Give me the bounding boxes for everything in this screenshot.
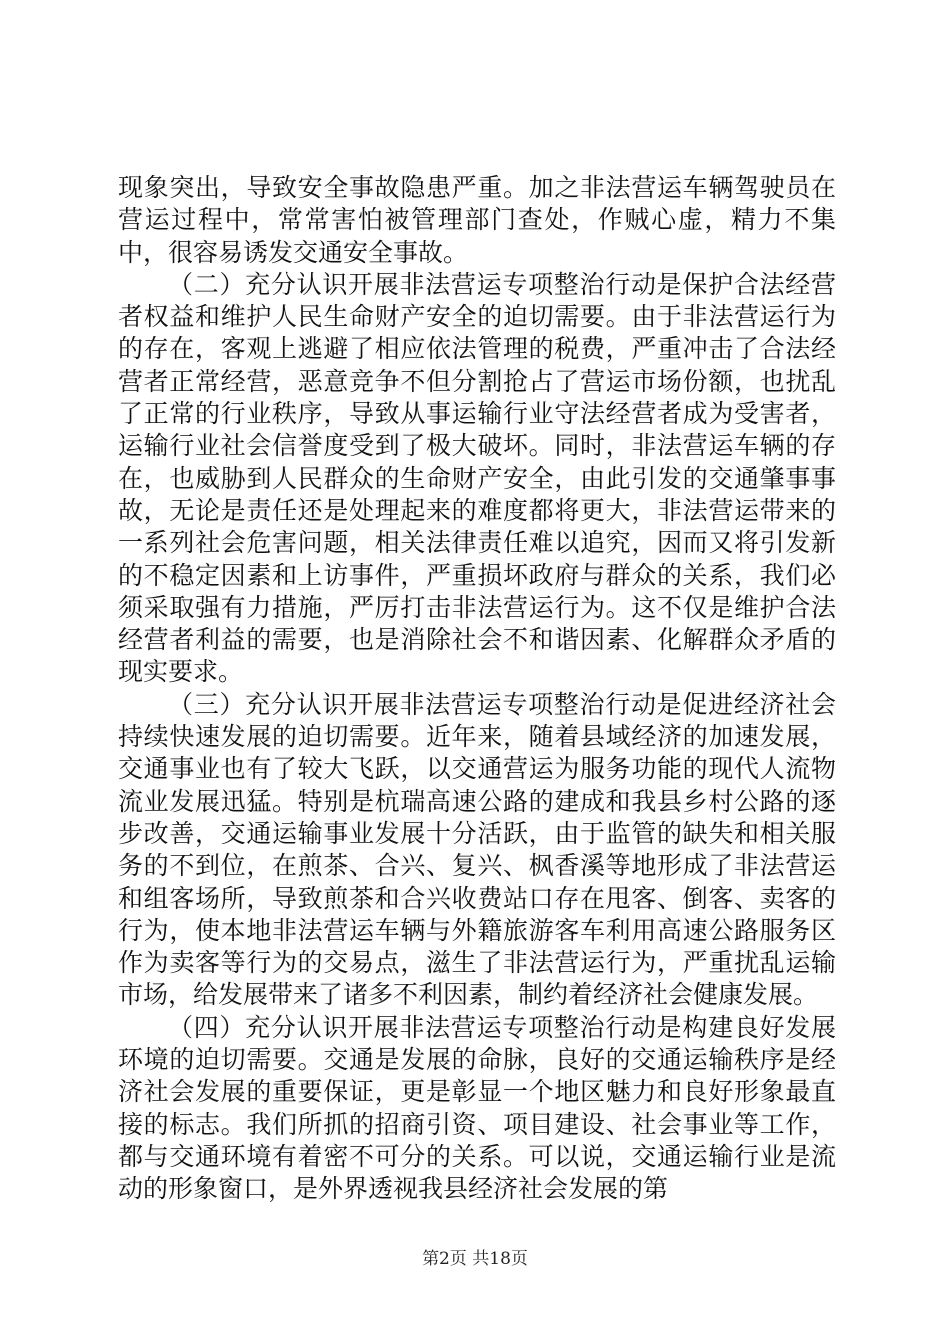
paragraph-4: （四）充分认识开展非法营运专项整治行动是构建良好发展环境的迫切需要。交通是发展的命脉，良好的交通运输秩序是经济社会发展的重要保证，更是彰显一个地区魅力和良好形象最直接的标志。我们所抓的招商引资、项目建设、社会事业等工作，都与交通环境有着密不可分的关系。可以说，交通运输行业是流动的形象窗口，是外界透视我县经济社会发展的第 bbox=[118, 1012, 836, 1204]
paragraph-1: 现象突出，导致安全事故隐患严重。加之非法营运车辆驾驶员在营运过程中，常常害怕被管理部门查处，作贼心虚，精力不集中，很容易诱发交通安全事故。 bbox=[118, 173, 836, 267]
paragraph-3: （三）充分认识开展非法营运专项整治行动是促进经济社会持续快速发展的迫切需要。近年来，随着县域经济的加速发展，交通事业也有了较大飞跃，以交通营运为服务功能的现代人流物流业发展迅猛。特别是杭瑞高速公路的建成和我县乡村公路的逐步改善，交通运输事业发展十分活跃，由于监管的缺失和相关服务的不到位，在煎茶、合兴、复兴、枫香溪等地形成了非法营运和组客场所，导致煎茶和合兴收费站口存在甩客、倒客、卖客的行为，使本地非法营运车辆与外籍旅游客车利用高速公路服务区作为卖客等行为的交易点，滋生了非法营运行为，严重扰乱运输市场，给发展带来了诸多不利因素，制约着经济社会健康发展。 bbox=[118, 689, 836, 1010]
page-number-footer: 第2页 共18页 bbox=[422, 1249, 528, 1269]
paragraph-2: （二）充分认识开展非法营运专项整治行动是保护合法经营者权益和维护人民生命财产安全的迫切需要。由于非法营运行为的存在，客观上逃避了相应依法管理的税费，严重冲击了合法经营者正常经营，恶意竞争不但分割抢占了营运市场份额，也扰乱了正常的行业秩序，导致从事运输行业守法经营者成为受害者，运输行业社会信誉度受到了极大破坏。同时，非法营运车辆的存在，也威胁到人民群众的生命财产安全，由此引发的交通肇事事故，无论是责任还是处理起来的难度都将更大，非法营运带来的一系列社会危害问题，相关法律责任难以追究，因而又将引发新的不稳定因素和上访事件，严重损坏政府与群众的关系，我们必须采取强有力措施，严厉打击非法营运行为。这不仅是维护合法经营者利益的需要，也是消除社会不和谐因素、化解群众矛盾的现实要求。 bbox=[118, 269, 836, 687]
document-body bbox=[118, 172, 836, 1206]
